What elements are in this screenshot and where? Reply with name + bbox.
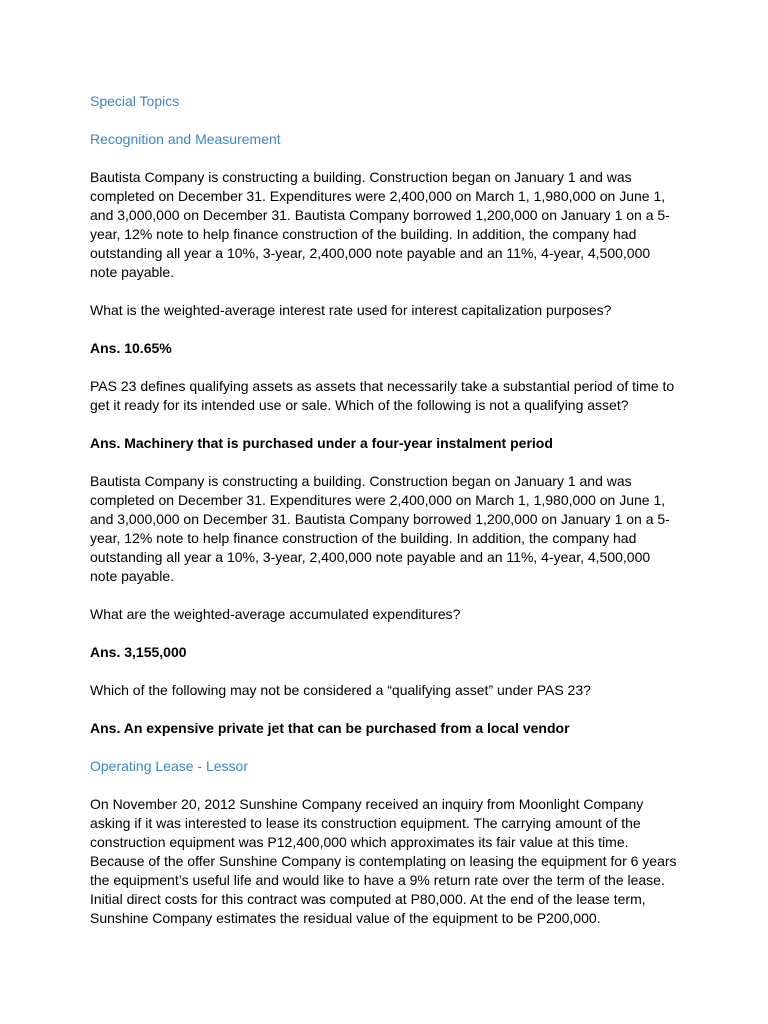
lease-problem-text: On November 20, 2012 Sunshine Company received an inquiry from Moonlight Company asking if it was interested to lease its construction equipment. The carrying amount of the construction equipment was P12,400,000 which approximates its fair value at this time. Because of the offer Sunshine Company is contemplating on leasing the equipment for 6 years the equipment’s useful life and would like to have a 9% return rate over the term of the lease. Initial direct costs for this contract was computed at P80,000. At the end of the lease term, Sunshine Company estimates the residual value of the equipment to be P200,000. <box>90 796 677 926</box>
problem-text-1: Bautista Company is constructing a building. Construction began on January 1 and was completed on December 31. Expenditures were 2,400,000 on March 1, 1,980,000 on June 1, and 3,000,000 on December 31. Bautista Company borrowed 1,200,000 on January 1 on a 5-year, 12% note to help finance construction of the building. In addition, the company had outstanding all year a 10%, 3-year, 2,400,000 note payable and an 11%, 4-year, 4,500,000 note payable. <box>90 169 670 280</box>
question-4: Which of the following may not be considered a “qualifying asset” under PAS 23? <box>90 682 591 698</box>
question-3: What are the weighted-average accumulated expenditures? <box>90 606 461 622</box>
answer-3: Ans. 3,155,000 <box>90 644 187 660</box>
section-heading-special-topics: Special Topics <box>90 93 180 109</box>
section-heading-recognition: Recognition and Measurement <box>90 131 281 147</box>
document-page <box>90 92 680 947</box>
question-1: What is the weighted-average interest rate used for interest capitalization purposes? <box>90 302 612 318</box>
answer-2: Ans. Machinery that is purchased under a four-year instalment period <box>90 435 553 451</box>
section-heading-operating-lease: Operating Lease - Lessor <box>90 758 248 774</box>
question-2: PAS 23 defines qualifying assets as assets that necessarily take a substantial period of time to get it ready for its intended use or sale. Which of the following is not a qualifying asset? <box>90 378 675 413</box>
answer-4: Ans. An expensive private jet that can be purchased from a local vendor <box>90 720 570 736</box>
answer-1: Ans. 10.65% <box>90 340 172 356</box>
problem-text-2: Bautista Company is constructing a building. Construction began on January 1 and was completed on December 31. Expenditures were 2,400,000 on March 1, 1,980,000 on June 1, and 3,000,000 on December 31. Bautista Company borrowed 1,200,000 on January 1 on a 5-year, 12% note to help finance construction of the building. In addition, the company had outstanding all year a 10%, 3-year, 2,400,000 note payable and an 11%, 4-year, 4,500,000 note payable. <box>90 473 670 584</box>
